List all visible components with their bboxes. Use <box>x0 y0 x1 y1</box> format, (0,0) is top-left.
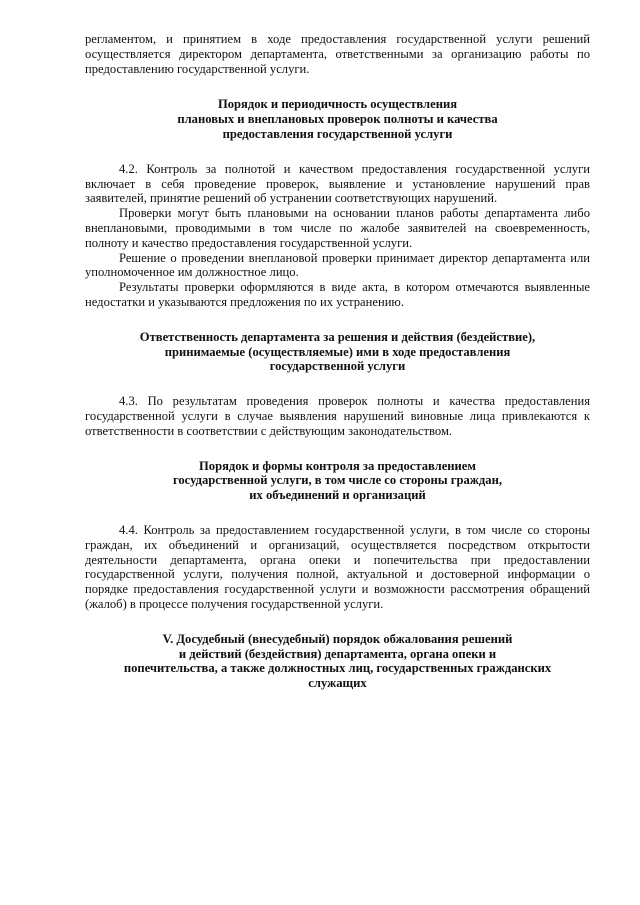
chapter-heading <box>85 632 590 691</box>
heading-line: государственной услуги <box>269 359 406 374</box>
section-heading <box>85 97 590 141</box>
heading-line: их объединений и организаций <box>249 488 426 503</box>
paragraph-4-4: 4.4. Контроль за предоставлением государственной услуги, в том числе со стороны граждан, их объединений и организаций, осуществляется посредством открытости деятельности департамента, органа опеки и попечительства при предоставлении государственной услуги, получения полной, актуальной и достоверной информации о порядке предоставления государственной услуги и возможности рассмотрения обращений (жалоб) в процессе получения государственной услуги. <box>85 522 590 611</box>
heading-line: государственной услуги, в том числе со стороны граждан, <box>172 473 503 488</box>
intro-paragraph: регламентом, и принятием в ходе предоставления государственной услуги решений осуществляется директором департамента, ответственными за организацию работы по предоставлению государственной услуги. <box>85 32 590 76</box>
section-heading <box>85 459 590 503</box>
heading-line: V. Досудебный (внесудебный) порядок обжалования решений <box>162 631 513 646</box>
heading-line: попечительства, а также должностных лиц, государственных гражданских <box>123 661 552 676</box>
paragraph-4-3: 4.3. По результатам проведения проверок полноты и качества предоставления государственной услуги в случае выявления нарушений виновные лица привлекаются к ответственности в соответствии с действующим законодательством. <box>85 394 590 438</box>
document-body <box>85 32 590 711</box>
heading-line: служащих <box>308 676 367 691</box>
heading-line: предоставления государственной услуги <box>222 126 453 141</box>
heading-line: Порядок и формы контроля за предоставлением <box>199 458 476 473</box>
heading-line: Ответственность департамента за решения и действия (бездействие), <box>139 329 536 344</box>
heading-line: и действий (бездействия) департамента, органа опеки и <box>178 646 497 661</box>
paragraph: Результаты проверки оформляются в виде акта, в котором отмечаются выявленные недостатки и указываются предложения по их устранению. <box>85 280 590 309</box>
paragraph: Решение о проведении внеплановой проверки принимает директор департамента или уполномоченное им должностное лицо. <box>85 250 590 280</box>
paragraph-4-2: 4.2. Контроль за полнотой и качеством предоставления государственной услуги включает в себя проведение проверок, выявление и установление нарушений прав заявителей, принятие решений об устранении соответствующих нарушений. <box>85 161 590 206</box>
heading-line: принимаемые (осуществляемые) ими в ходе предоставления <box>164 344 511 359</box>
heading-line: Порядок и периодичность осуществления <box>217 97 458 112</box>
paragraph: Проверки могут быть плановыми на основании планов работы департамента либо внеплановыми, проводимыми в том числе по жалобе заявителей на своевременность, полноту и качество предоставления государственной услуги. <box>85 206 590 250</box>
heading-line: плановых и внеплановых проверок полноты и качества <box>177 112 498 127</box>
section-heading <box>85 330 590 374</box>
